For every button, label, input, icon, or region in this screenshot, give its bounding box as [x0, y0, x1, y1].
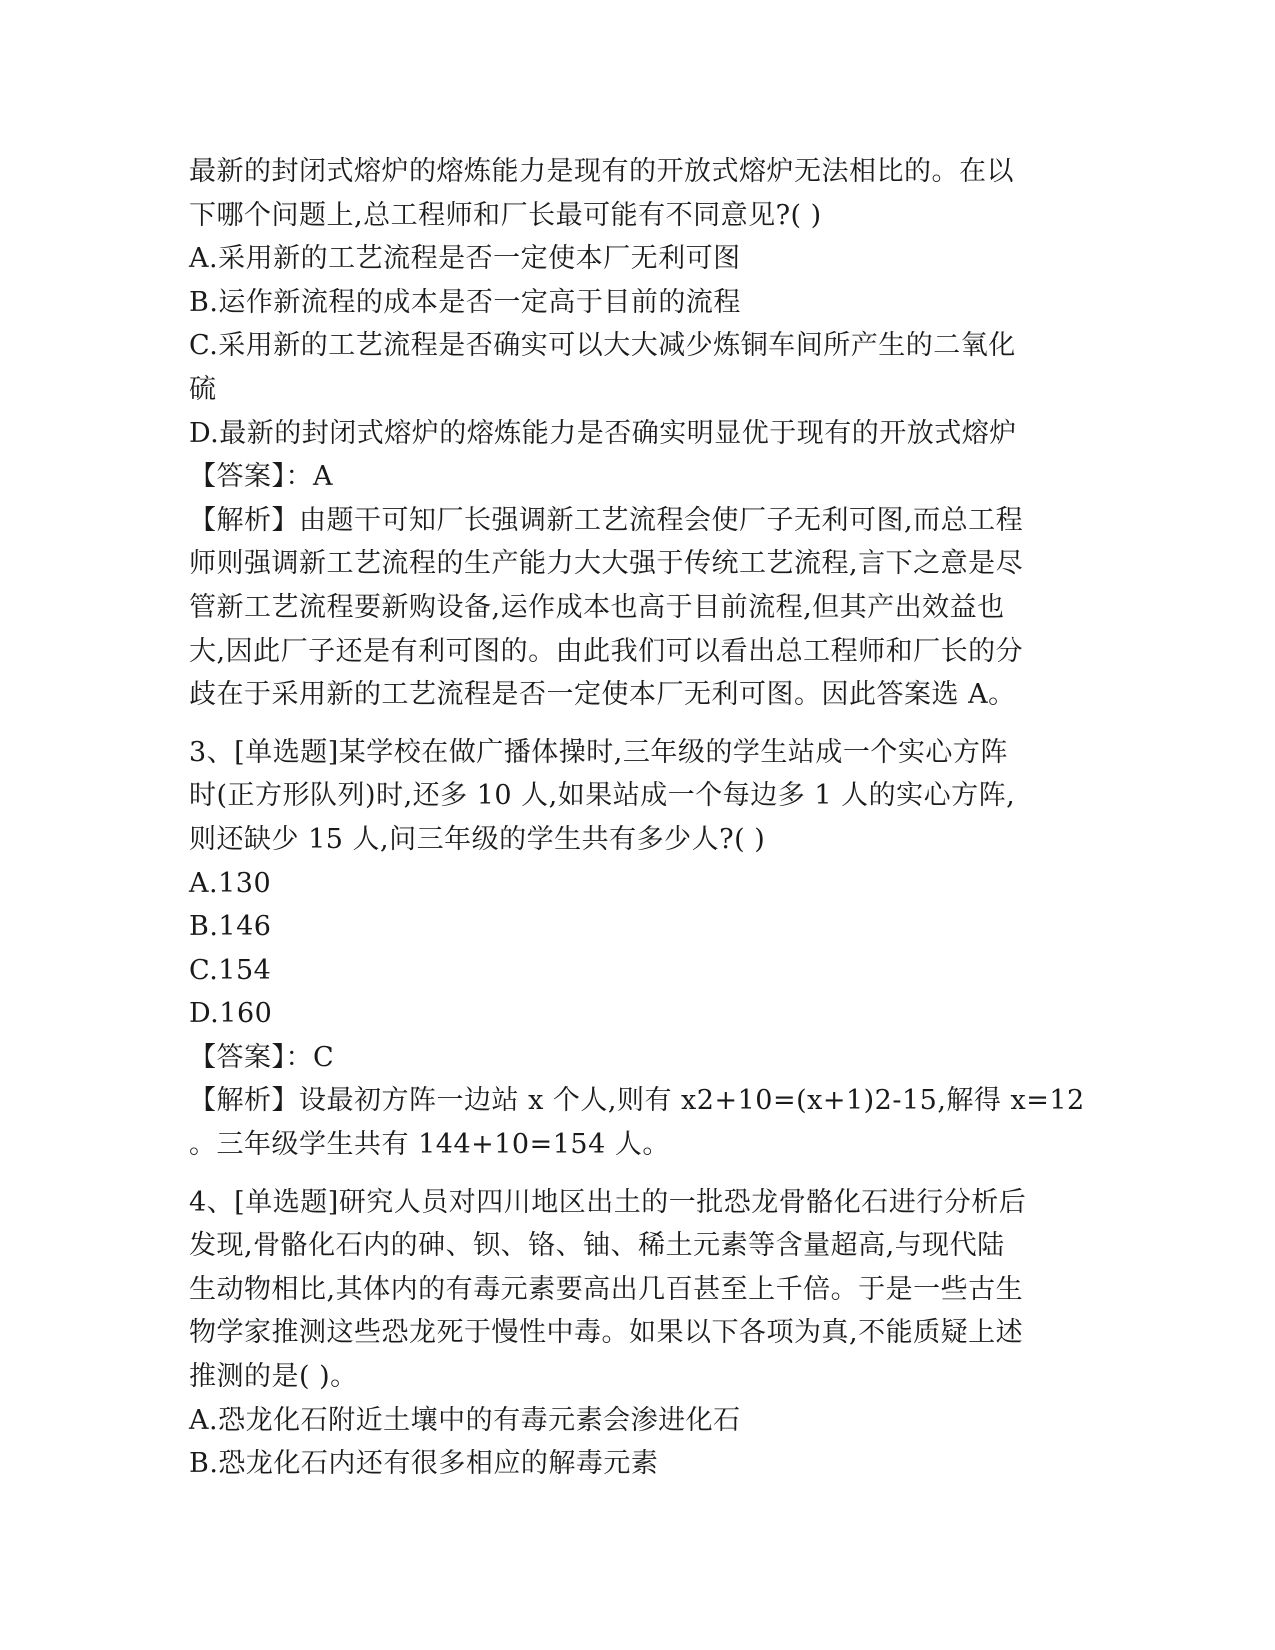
question-2-answer: 【答案】：A	[189, 461, 333, 493]
question-3-option-b: B.146	[189, 911, 272, 943]
question-3-analysis-line: 【解析】设最初方阵一边站 x 个人,则有 x2+10=(x+1)2-15,解得 x=12	[189, 1085, 1085, 1117]
question-4-option-a: A.恐龙化石附近土壤中的有毒元素会渗进化石	[189, 1404, 741, 1436]
question-3-answer: 【答案】：C	[189, 1041, 335, 1073]
question-2-option-c: C.采用新的工艺流程是否确实可以大大减少炼铜车间所产生的二氧化	[189, 330, 1016, 362]
question-3-option-c: C.154	[189, 954, 272, 986]
question-4	[189, 1181, 1089, 1486]
question-2-option-d: D.最新的封闭式熔炉的熔炼能力是否确实明显优于现有的开放式熔炉	[189, 417, 1017, 449]
question-3	[189, 731, 1089, 1167]
question-3-stem-line: 则还缺少 15 人,问三年级的学生共有多少人?( )	[189, 823, 766, 855]
question-4-stem-line: 物学家推测这些恐龙死于慢性中毒。如果以下各项为真,不能质疑上述	[189, 1317, 1024, 1349]
question-3-analysis-line: 。三年级学生共有 144+10=154 人。	[189, 1129, 670, 1161]
question-3-option-a: A.130	[189, 867, 272, 899]
question-4-stem-line: 发现,骨骼化石内的砷、钡、铬、铀、稀土元素等含量超高,与现代陆	[189, 1230, 1005, 1262]
question-2-analysis-line: 大,因此厂子还是有利可图的。由此我们可以看出总工程师和厂长的分	[189, 635, 1024, 667]
question-2-stem-line: 最新的封闭式熔炉的熔炼能力是现有的开放式熔炉无法相比的。在以	[189, 156, 1014, 187]
question-2-analysis-line: 管新工艺流程要新购设备,运作成本也高于目前流程,但其产出效益也	[189, 591, 1005, 623]
question-4-stem-line: 生动物相比,其体内的有毒元素要高出几百甚至上千倍。于是一些古生	[189, 1273, 1024, 1305]
question-2-option-b: B.运作新流程的成本是否一定高于目前的流程	[189, 286, 741, 318]
question-3-option-d: D.160	[189, 998, 273, 1030]
document-page	[189, 150, 1089, 1486]
question-4-stem-line: 推测的是( )。	[189, 1361, 358, 1393]
question-2-option-a: A.采用新的工艺流程是否一定使本厂无利可图	[189, 243, 741, 275]
question-2-stem-line: 下哪个问题上,总工程师和厂长最可能有不同意见?( )	[189, 199, 822, 231]
question-3-stem-line: 3、[单选题]某学校在做广播体操时,三年级的学生站成一个实心方阵	[189, 736, 1008, 768]
question-2-analysis-line: 【解析】由题干可知厂长强调新工艺流程会使厂子无利可图,而总工程	[189, 504, 1024, 536]
question-2-option-c-wrap: 硫	[189, 373, 217, 405]
question-2-continuation	[189, 150, 1089, 717]
question-spacer	[189, 717, 1089, 731]
question-4-stem-line: 4、[单选题]研究人员对四川地区出土的一批恐龙骨骼化石进行分析后	[189, 1186, 1027, 1218]
question-3-stem-line: 时(正方形队列)时,还多 10 人,如果站成一个每边多 1 人的实心方阵,	[189, 780, 1016, 812]
question-2-analysis-line: 师则强调新工艺流程的生产能力大大强于传统工艺流程,言下之意是尽	[189, 548, 1024, 580]
question-4-option-b: B.恐龙化石内还有很多相应的解毒元素	[189, 1448, 659, 1480]
question-spacer	[189, 1167, 1089, 1181]
question-2-analysis-line: 歧在于采用新的工艺流程是否一定使本厂无利可图。因此答案选 A。	[189, 679, 1016, 711]
